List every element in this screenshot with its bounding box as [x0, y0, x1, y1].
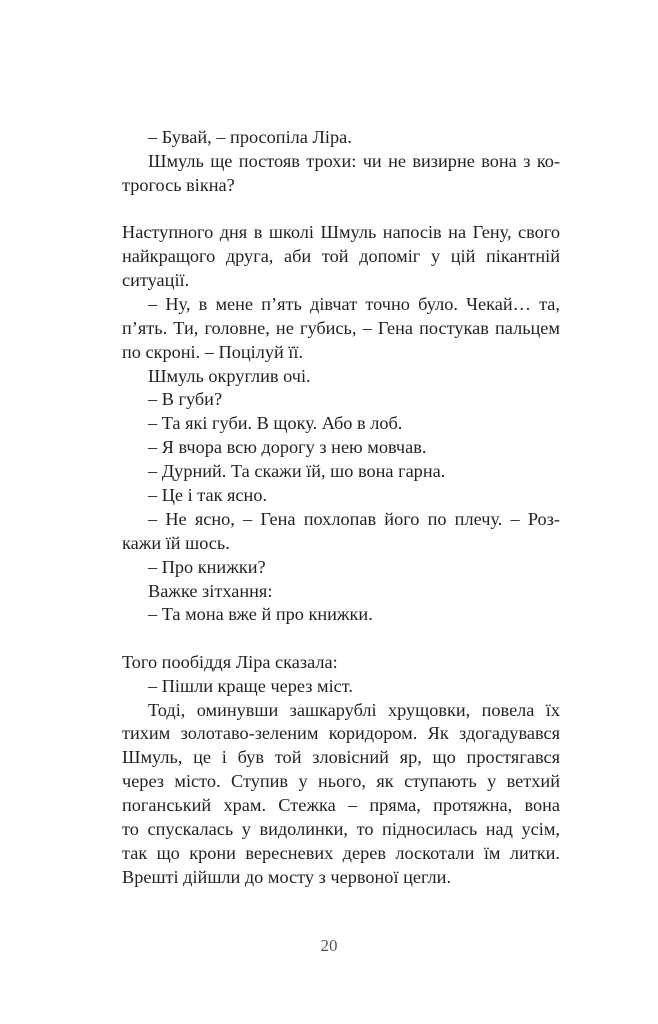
text-line: Шмуль, це і був той зловісний яр, що простягався: [122, 747, 560, 768]
text-line: Врешті дійшли до мосту з червоної цегли.: [122, 866, 452, 887]
text-line: – Та які губи. В щоку. Або в лоб.: [148, 413, 403, 434]
page-body-text: [122, 126, 560, 890]
text-line: трогось вікна?: [122, 174, 235, 195]
text-line: Тоді, оминувши зашкарублі хрущовки, повела їх: [148, 699, 560, 720]
text-line: – Та мона вже й про книжки.: [148, 604, 373, 625]
text-line: через місто. Ступив у нього, як ступають у ветхий: [122, 771, 560, 792]
text-line: Того пообіддя Ліра сказала:: [122, 651, 338, 672]
text-line: – Бувай, – просопіла Ліра.: [148, 127, 352, 147]
text-line: Шмуль ще постояв трохи: чи не визирне вона з ко-: [148, 150, 560, 171]
text-section: [122, 126, 560, 198]
text-line: – Ну, в мене п’ять дівчат точно було. Чекай… та,: [148, 293, 560, 314]
text-line: кажи їй шось.: [122, 532, 230, 553]
section-break: [122, 198, 560, 222]
text-line: – Не ясно, – Гена похлопав його по плечу. – Роз-: [148, 508, 560, 529]
text-line: то спускалась у видолинки, то підносилась над усім,: [122, 819, 560, 840]
text-line: так що крони вересневих дерев лоскотали їм литки.: [122, 842, 560, 863]
text-line: – Про книжки?: [148, 556, 266, 577]
text-section: [122, 221, 560, 627]
text-line: тихим золотаво-зеленим коридором. Як здогадувався: [122, 723, 560, 744]
text-line: поганський храм. Стежка – пряма, протяжна, вона: [122, 795, 560, 816]
text-line: – Дурний. Та скажи їй, шо вона гарна.: [148, 461, 446, 482]
section-break: [122, 627, 560, 651]
text-line: Важке зітхання:: [148, 580, 273, 601]
text-line: – В губи?: [148, 389, 223, 410]
text-line: п’ять. Ти, головне, не губись, – Гена постукав пальцем: [122, 317, 560, 338]
text-line: найкращого друга, аби той допоміг у цій пікантній: [122, 246, 560, 267]
text-line: Наступного дня в школі Шмуль напосів на Гену, свого: [122, 222, 560, 243]
text-line: – Пішли краще через міст.: [148, 675, 353, 696]
text-line: Шмуль округлив очі.: [148, 365, 311, 386]
text-line: ситуації.: [122, 269, 190, 290]
text-line: – Це і так ясно.: [148, 484, 268, 505]
text-line: по скроні. – Поцілуй її.: [122, 341, 304, 362]
text-section: [122, 651, 560, 890]
text-line: – Я вчора всю дорогу з нею мовчав.: [148, 437, 427, 458]
page-number: 20: [320, 936, 338, 955]
